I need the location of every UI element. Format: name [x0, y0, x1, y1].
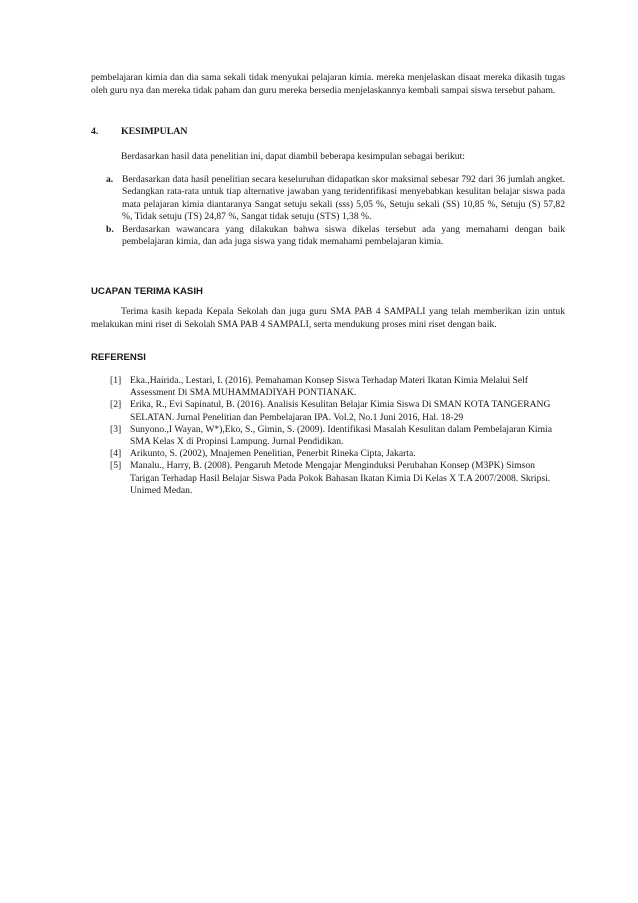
reference-text: Eka.,Hairida., Lestari, I. (2016). Pemahaman Konsep Siswa Terhadap Materi Ikatan Kimia Melalui Self Assessment Di SMA MUHAMMADIYAH PONTIANAK. [130, 375, 528, 399]
reference-number: [4] [110, 448, 122, 460]
reference-number: [3] [110, 423, 122, 435]
reference-item-4 [110, 448, 565, 460]
reference-item-3 [110, 424, 565, 448]
reference-item-5 [110, 460, 565, 497]
list-item-text: Berdasarkan data hasil penelitian secara keseluruhan didapatkan skor maksimal sebesar 792 dari 36 jumlah angket. Sedangkan rata-rata untuk tiap alternative jawaban yang teridentifikasi menyebabkan kesulitan belajar siswa pada mata pelajaran kimia diantaranya Sangat setuju sekali (sss) 5,05 %, Setuju sekali (SS) 10,85 %, Setuju (S) 57,82 %, Tidak setuju (TS) 24,87 %, Sangat tidak setuju (STS) 1,38 %. [122, 174, 565, 223]
section-heading-kesimpulan [91, 126, 565, 138]
list-item-text: Berdasarkan wawancara yang dilakukan bahwa siswa dikelas tersebut ada yang memahami dengan baik pembelajaran kimia, dan ada juga siswa yang tidak memahami pembelajaran kimia. [122, 223, 565, 248]
ucapan-paragraph [91, 306, 565, 331]
reference-text: Sunyono.,I Wayan, W*),Eko, S., Gimin, S. (2009). Identifikasi Masalah Kesulitan dalam Pembelajaran Kimia SMA Kelas X di Propinsi Lampung. Jurnal Pendidikan. [130, 423, 552, 448]
kesimpulan-item-a [106, 174, 565, 224]
ucapan-text: Terima kasih kepada Kepala Sekolah dan juga guru SMA PAB 4 SAMPALI yang telah memberikan izin untuk melakukan mini riset di Sekolah SMA PAB 4 SAMPALI, serta mendukung proses mini riset dengan baik. [91, 306, 565, 330]
heading-referensi: REFERENSI [91, 352, 146, 363]
list-marker: a. [106, 174, 114, 185]
kesimpulan-list [106, 174, 565, 248]
reference-list [110, 375, 565, 497]
kesimpulan-item-b [106, 224, 565, 249]
section-number: 4. [91, 126, 99, 137]
reference-text: Erika, R., Evi Sapinatul, B. (2016). Analisis Kesulitan Belajar Kimia Siswa Di SMAN KOTA TANGERANG SELATAN. Jurnal Penelitian dan Pembelajaran IPA. Vol.2, No.1 Juni 2016, Hal. 18-29 [130, 399, 551, 423]
heading-ucapan-terima-kasih: UCAPAN TERIMA KASIH [91, 286, 203, 297]
reference-text: Arikunto, S. (2002), Mnajemen Penelitian, Penerbit Rineka Cipta, Jakarta. [130, 448, 416, 460]
reference-item-1 [110, 375, 565, 399]
reference-number: [5] [110, 460, 122, 472]
reference-number: [2] [110, 399, 122, 411]
list-marker: b. [106, 223, 114, 235]
reference-text: Manalu., Harry, B. (2008). Pengaruh Metode Mengajar Menginduksi Perubahan Konsep (M3PK) Simson Tarigan Terhadap Hasil Belajar Siswa Pada Pokok Bahasan Ikatan Kimia Di Kelas X T.A 2007/2008. Skripsi. Unimed Medan. [130, 460, 551, 496]
reference-number: [1] [110, 375, 122, 386]
paragraph-continuation: pembelajaran kimia dan dia sama sekali tidak menyukai pelajaran kimia. mereka menjelaskan disaat mereka dikasih tugas oleh guru nya dan mereka tidak paham dan guru mereka bersedia menjelaskannya kembali sampai siswa tersebut paham. [91, 72, 565, 96]
section-title: KESIMPULAN [121, 126, 188, 137]
kesimpulan-intro: Berdasarkan hasil data penelitian ini, dapat diambil beberapa kesimpulan sebagai berikut: [121, 151, 465, 162]
reference-item-2 [110, 399, 565, 423]
